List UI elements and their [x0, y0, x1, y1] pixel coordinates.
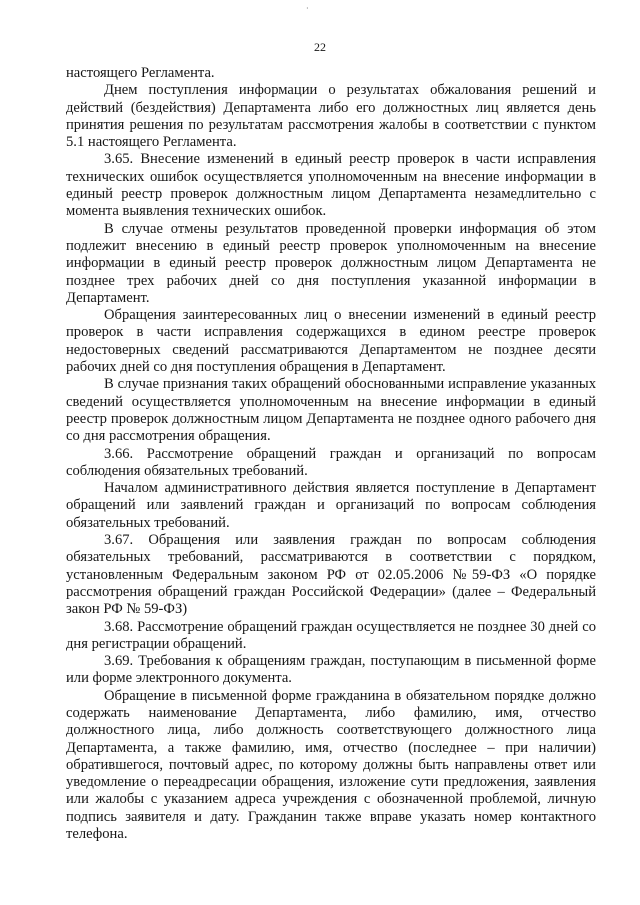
paragraph: 3.67. Обращения или заявления граждан по вопросам соблюдения обязательных требований, рассматриваются в соответствии с порядком, установленным Федеральным законом РФ от 02.05.2006 №59-ФЗ «О порядке рассмотрения обращений граждан Российской Федерации» (далее – Федеральный закон РФ № 59-ФЗ): [66, 532, 596, 618]
paragraph: В случае отмены результатов проведенной проверки информация об этом подлежит внесению в единый реестр проверок уполномоченным на внесение информации в единый реестр проверок должностным лицом Департамента не позднее трех рабочих дней со дня поступления указанной информации в Департамент.: [66, 220, 596, 306]
paragraph: В случае признания таких обращений обоснованными исправление указанных сведений осуществляется уполномоченным на внесение информации в единый реестр проверок должностным лицом Департамента не позднее одного рабочего дня со дня рассмотрения обращения.: [66, 376, 596, 445]
paragraph: настоящего Регламента.: [66, 65, 215, 81]
paragraph: 3.66. Рассмотрение обращений граждан и организаций по вопросам соблюдения обязательных требований.: [66, 445, 596, 479]
page-number: 22: [314, 40, 326, 54]
paragraph: 3.69. Требования к обращениям граждан, поступающим в письменной форме или форме электронного документа.: [66, 653, 596, 687]
document-body: [66, 65, 596, 843]
paragraph: 3.65. Внесение изменений в единый реестр проверок в части исправления технических ошибок осуществляется уполномоченным на внесение информации в единый реестр проверок должностным лицом Департамента незамедлительно с момента выявления технических ошибок.: [66, 151, 596, 220]
paragraph: Началом административного действия является поступление в Департамент обращений или заявлений граждан и организаций по вопросам соблюдения обязательных требований.: [66, 480, 596, 531]
paragraph: Обращения заинтересованных лиц о внесении изменений в единый реестр проверок в части исправления содержащихся в едином реестре проверок недостоверных сведений рассматриваются Департаментом не позднее десяти рабочих дней со дня поступления обращения в Департамент.: [66, 307, 596, 376]
paragraph: 3.68. Рассмотрение обращений граждан осуществляется не позднее 30 дней со дня регистрации обращений.: [66, 618, 596, 652]
paragraph: Днем поступления информации о результатах обжалования решений и действий (бездействия) Департамента либо его должностных лиц является день принятия решения по результатам рассмотрения жалобы в соответствии с пунктом 5.1 настоящего Регламента.: [66, 82, 596, 151]
paragraph: Обращение в письменной форме гражданина в обязательном порядке должно содержать наименование Департамента, либо фамилию, имя, отчество должностного лица, либо должность соответствующего должностного лица Департамента, а также фамилию, имя, отчество (последнее – при наличии) обратившегося, почтовый адрес, по которому должны быть направлены ответ или уведомление о переадресации обращения, изложение сути предложения, заявления или жалобы с указанием адреса учреждения с обозначенной проблемой, личную подпись заявителя и дату. Гражданин также вправе указать номер контактного телефона.: [66, 687, 596, 843]
scan-speck: ·: [306, 4, 309, 13]
